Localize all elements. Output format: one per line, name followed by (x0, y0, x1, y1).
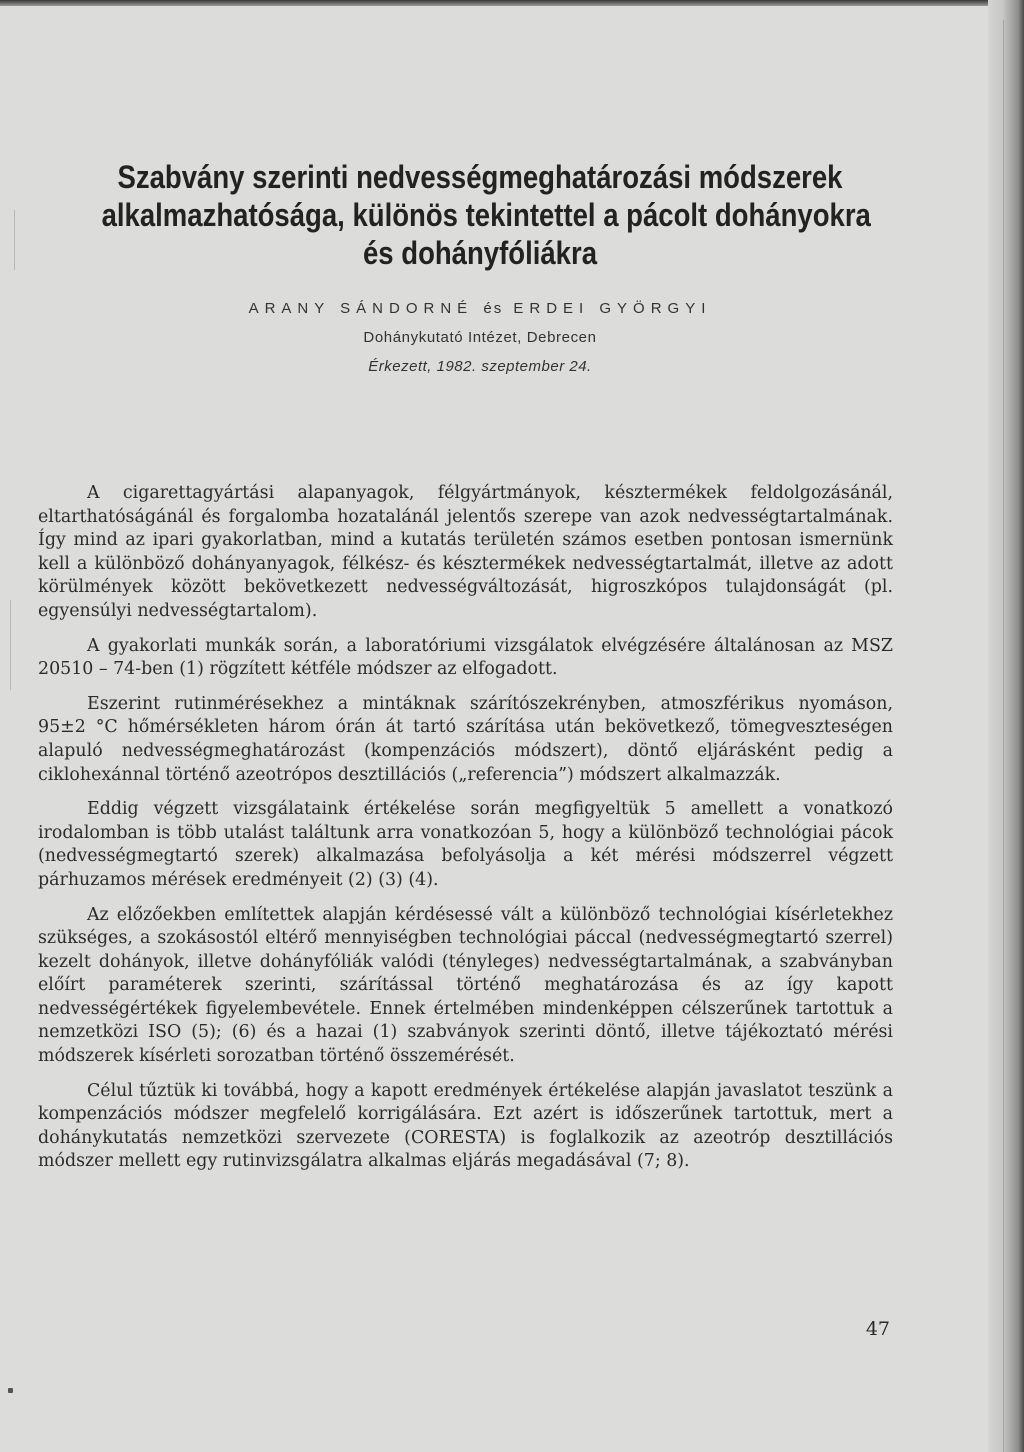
body-paragraph: Eszerint rutinmérésekhez a mintáknak szárítószekrényben, atmoszférikus nyomáson, 95±2 °C hőmérsékleten három órán át tartó szárítása után bekövetkező, tömegveszteségen alapuló nedvességmeghatározást (kompenzációs módszert), döntő eljárásként pedig a ciklohexánnal történő azeotrópos desztillációs („referencia”) módszert alkalmazzák. (38, 693, 893, 785)
title-line: alkalmazhatósága, különös tekintettel a pácolt dohányokra (101, 197, 871, 233)
author-name: ERDEI GYÖRGYI (513, 300, 712, 317)
body-paragraph: Célul tűztük ki továbbá, hogy a kapott eredmények értékelése alapján javaslatot teszünk a kompenzációs módszer megfelelő korrigálására. Ezt azért is időszerűnek tartottuk, mert a dohánykutatás nemzetközi szervezete (CORESTA) is foglalkozik az azeotróp desztillációs módszer mellett egy rutinvizsgálatra alkalmas eljárás megadásával (7; 8). (38, 1080, 893, 1172)
body-paragraph: A gyakorlati munkák során, a laboratóriumi vizsgálatok elvégzésére általánosan az MSZ 20510 – 74-ben (1) rögzített kétféle módszer az elfogadott. (38, 635, 893, 680)
body-paragraph: Az előzőekben említettek alapján kérdésessé vált a különböző technológiai kísérletekhez szükséges, a szokásostól eltérő mennyiségben technológiai páccal (nedvességmegtartó szerrel) kezelt dohányok, illetve dohányfóliák valódi (tényleges) nedvességtartalmának, a szabványban előírt paraméterek szerinti, szárítással történő meghatározása és az így kapott nedvességértékek figyelembevétele. Ennek értelmében mindenképpen célszerűnek tartottuk a nemzetközi ISO (5); (6) és a hazai (1) szabványok szerinti döntő, illetve tájékoztató mérési módszerek kísérleti sorozatban történő összemérését. (38, 904, 893, 1067)
page-number: 47 (865, 1318, 890, 1340)
body-paragraph: A cigarettagyártási alapanyagok, félgyártmányok, késztermékek feldolgozásánál, eltarthatóságánál és forgalomba hozatalánál jelentős szerepe van azok nedvességtartalmának. Így mind az ipari gyakorlatban, mind a kutatás területén számos esetben pontosan ismernünk kell a különböző dohányanyagok, félkész- és késztermékek nedvességtartalmát, illetve az adott körülmények között bekövetkezett nedvességváltozását, higroszkópos tulajdonságát (pl. egyensúlyi nedvességtartalom). (38, 483, 893, 621)
margin-mark (8, 1388, 13, 1393)
page-top-edge (0, 0, 1024, 6)
body-paragraph: Eddig végzett vizsgálataink értékelése során megfigyeltük 5 amellett a vonatkozó irodalomban is több utalást találtunk arra vonatkozóan 5, hogy a különböző technológiai pácok (nedvességmegtartó szerek) alkalmazása befolyásolja a két mérési módszerrel végzett párhuzamos mérések eredményeit (2) (3) (4). (38, 799, 893, 890)
article-body (38, 482, 893, 1185)
author-line (40, 300, 920, 317)
title-line: Szabvány szerinti nedvességmeghatározási módszerek (117, 159, 843, 195)
received-date: Érkezett, 1982. szeptember 24. (368, 358, 592, 375)
title-line: és dohányfóliákra (362, 235, 598, 271)
book-binding-edge (988, 0, 1024, 1452)
author-conjunction: és (483, 300, 504, 317)
affiliation: Dohánykutató Intézet, Debrecen (363, 329, 597, 346)
article-title (101, 158, 871, 272)
author-name: ARANY SÁNDORNÉ (248, 300, 474, 317)
page-fold-line (1003, 20, 1004, 1452)
scan-artifact (14, 210, 15, 270)
scan-artifact (10, 600, 11, 690)
